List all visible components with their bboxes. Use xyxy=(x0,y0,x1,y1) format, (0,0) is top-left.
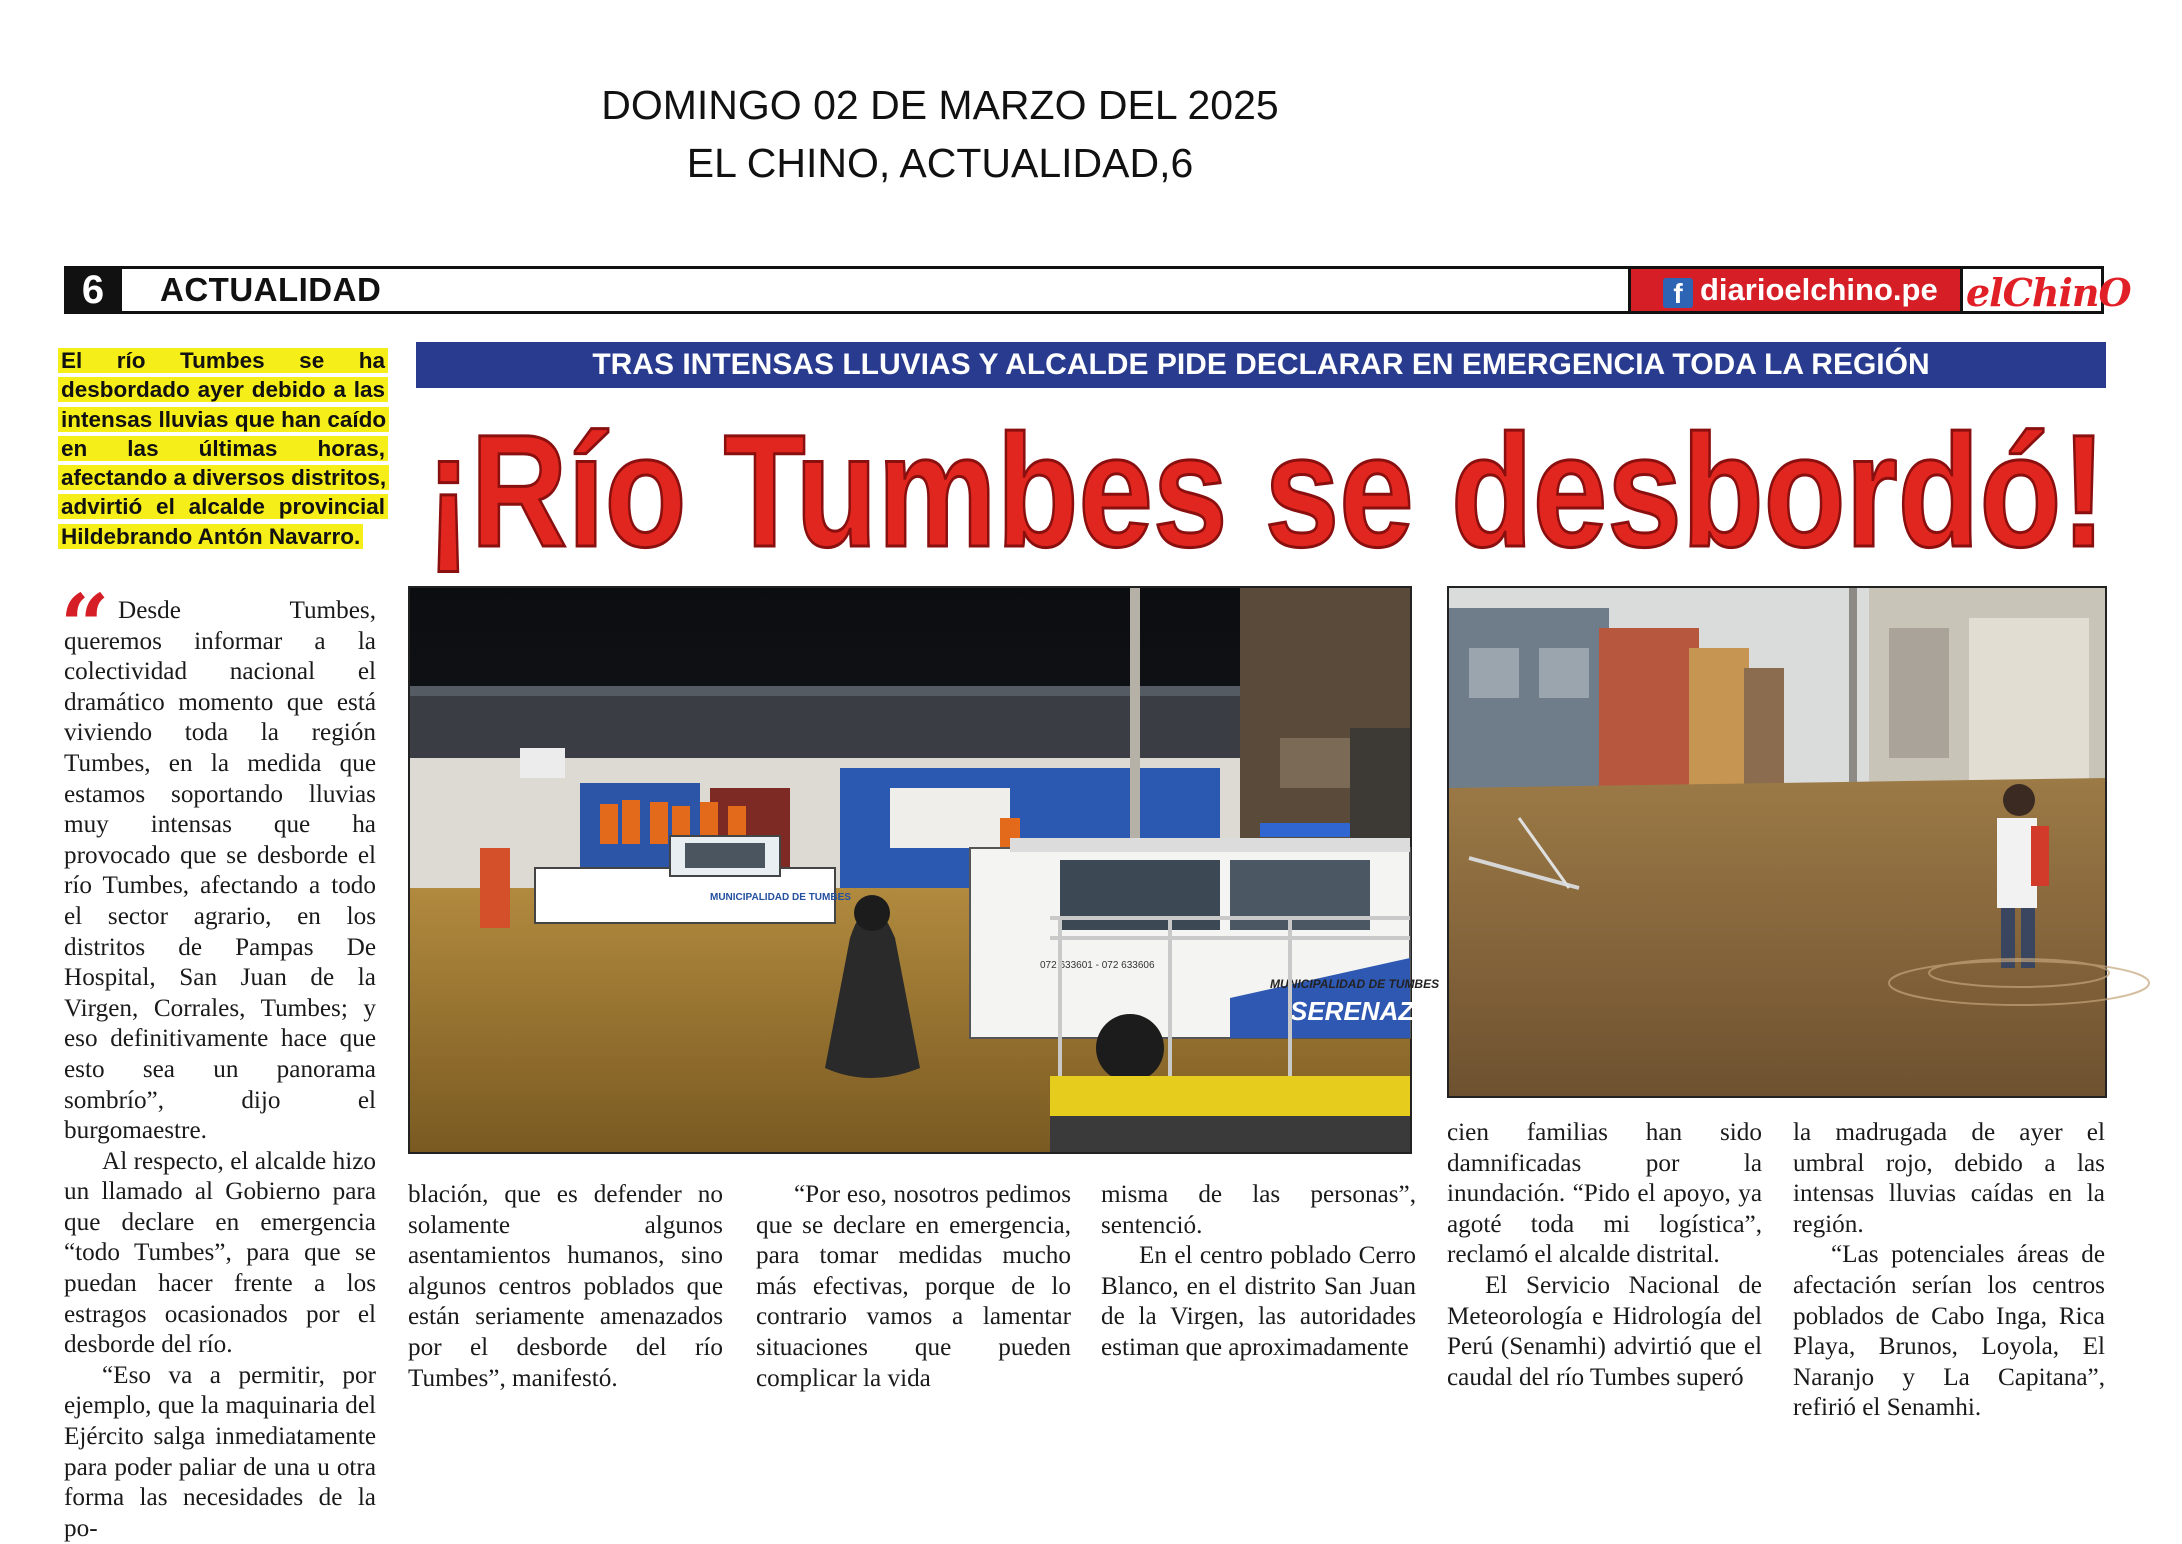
paragraph: misma de las personas”, sentenció. xyxy=(1101,1181,1416,1239)
paragraph: “Por eso, nosotros pedimos que se declare en emergencia, para tomar medidas mucho más efectivas, porque de lo contrario vamos a lamentar situaciones que pueden complicar la vida xyxy=(756,1181,1071,1392)
truck2-serenazgo: SERENAZ xyxy=(1290,996,1415,1026)
truck2-phone: 072 633601 - 072 633606 xyxy=(1040,960,1155,971)
truck2-label: MUNICIPALIDAD DE TUMBES xyxy=(1270,977,1440,991)
paragraph: la madrugada de ayer el umbral rojo, debido a las intensas lluvias caídas en la región. xyxy=(1793,1119,2105,1238)
body-column-2 xyxy=(408,1180,723,1394)
site-url: diarioelchino.pe xyxy=(1700,272,1938,307)
body-column-5 xyxy=(1447,1118,1762,1393)
page-number: 6 xyxy=(64,266,122,314)
headline xyxy=(416,398,2116,580)
photo-flooded-street-trucks xyxy=(408,586,1440,1154)
article-summary xyxy=(58,346,388,551)
kicker-band: TRAS INTENSAS LLUVIAS Y ALCALDE PIDE DECLARAR EN EMERGENCIA TODA LA REGIÓN xyxy=(416,342,2106,388)
body-column-4 xyxy=(1101,1180,1416,1364)
photo-flooded-residential-street xyxy=(1447,586,2107,1098)
paragraph: En el centro poblado Cerro Blanco, en el distrito San Juan de la Virgen, las autoridades estiman que aproximadamente xyxy=(1101,1242,1416,1361)
headline-text: ¡Río Tumbes se desbordó! xyxy=(426,401,2106,580)
summary-text: El río Tumbes se ha desbordado ayer debido a las intensas lluvias que han caído en las últimas horas, afectando a diversos distritos, advirtió el alcalde provincial Hildebrando Antón Navarro. xyxy=(58,348,389,549)
paragraph: Al respecto, el alcalde hizo un llamado al Gobierno para que declare en emergencia “todo Tumbes”, para que se puedan hacer frente a los estragos ocasionados por el desborde del río. xyxy=(64,1147,376,1359)
page-caption-source: EL CHINO, ACTUALIDAD,6 xyxy=(686,140,1194,186)
newspaper-logo: elChinO xyxy=(1966,270,2131,315)
quote-mark: “ xyxy=(60,576,110,677)
body-column-6 xyxy=(1793,1118,2105,1424)
paragraph: blación, que es defender no solamente algunos asentamientos humanos, sino algunos centros poblados que están seriamente amenazados por el desborde del río Tumbes”, manifestó. xyxy=(408,1181,723,1392)
paragraph: “Las potenciales áreas de afectación serían los centros poblados de Cabo Inga, Rica Playa, Brunos, Loyola, El Naranjo y La Capitana”, refirió el Senamhi. xyxy=(1793,1241,2105,1422)
facebook-icon: f xyxy=(1663,278,1693,308)
body-column-3 xyxy=(756,1180,1071,1394)
truck1-label: MUNICIPALIDAD DE TUMBES xyxy=(710,892,851,903)
paragraph: “Eso va a permitir, por ejemplo, que la maquinaria del Ejército salga inmediatamente para poder paliar de una u otra forma las necesidades de la po- xyxy=(64,1361,376,1542)
section-label: ACTUALIDAD xyxy=(160,271,382,308)
body-column-1 xyxy=(64,596,376,1544)
paragraph: cien familias han sido damnificadas por la inundación. “Pido el apoyo, ya agoté toda mi logística”, reclamó el alcalde distrital. xyxy=(1447,1119,1762,1269)
paragraph: El Servicio Nacional de Meteorología e Hidrología del Perú (Senamhi) advirtió que el caudal del río Tumbes superó xyxy=(1447,1271,1762,1391)
page-caption-date: DOMINGO 02 DE MARZO DEL 2025 xyxy=(601,82,1279,128)
paragraph: Desde Tumbes, queremos informar a la colectividad nacional el dramático momento que está viviendo toda la región Tumbes, en la medida que estamos soportando lluvias muy intensas que ha provocado que se desborde el río Tumbes, afectando a todo el sector agrario, en los distritos de Pampas De Hospital, San Juan de la Virgen, Corrales, Tumbes; y eso definitivamente hace que esto sea un panorama sombrío”, dijo el burgomaestre. xyxy=(64,597,376,1145)
